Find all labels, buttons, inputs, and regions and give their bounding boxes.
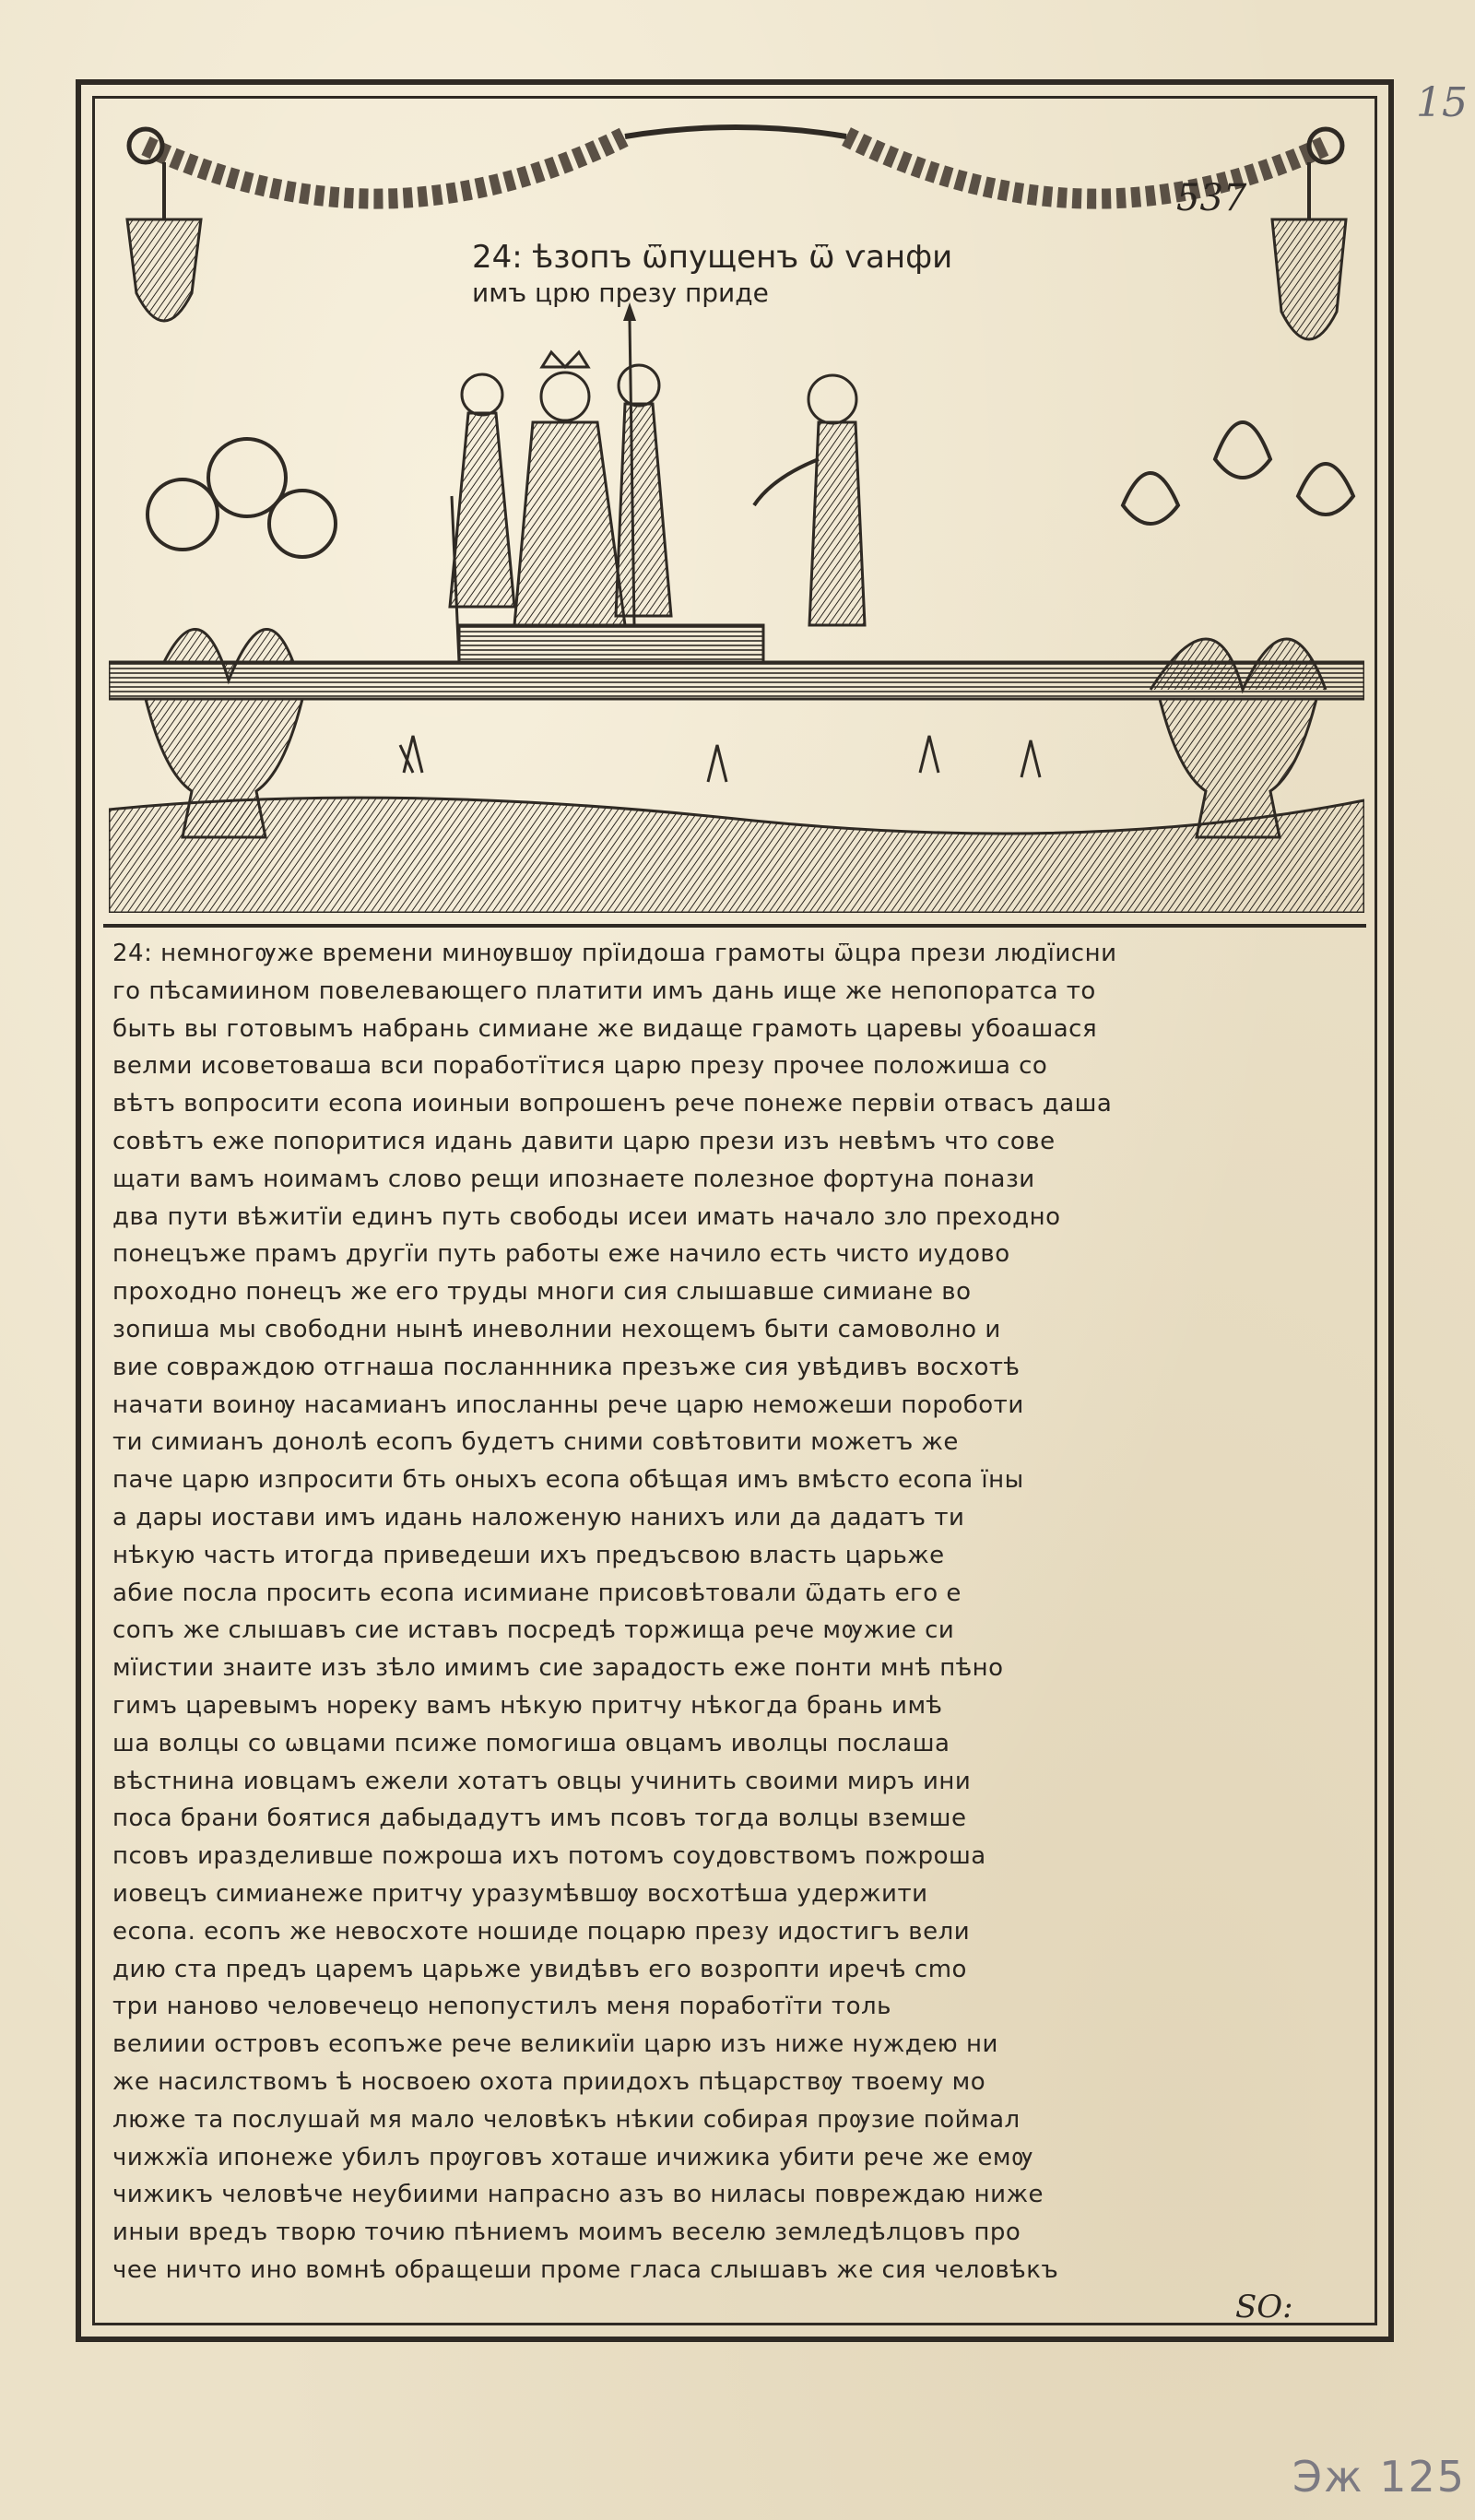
fable-text-panel [103, 924, 1366, 2318]
text-line: абие посла просить есопа исимиане присовѣтовали ѿдать его е [112, 1579, 962, 1607]
engraving-page-number: 537 [1176, 177, 1247, 219]
catalog-stamp: Эж 125 [1292, 2452, 1466, 2502]
text-line: поса брани боятися дабыдадутъ имъ псовъ тогда волцы вземше [112, 1804, 967, 1833]
text-line: велиии островъ есопъже рече великиїи царю изъ ниже нуждею ни [112, 2030, 998, 2059]
text-line: понецъже прамъ другїи путь работы еже начило есть чисто иудово [112, 1240, 1010, 1269]
engraving-title-line-1: 24: ѣзопъ ѿпущенъ ѿ ѵанфи [472, 239, 953, 276]
text-line: сопъ же слышавъ сие иставъ посредѣ торжища рече мѹжие си [112, 1616, 955, 1645]
text-line: вѣтъ вопросити есопа иоиныи вопрошенъ рече понеже первіи отвасъ даша [112, 1090, 1113, 1118]
left-tassel [127, 162, 201, 321]
text-line: быть вы готовымъ набрань симиане же видаще грамоть царевы убоашася [112, 1014, 1098, 1043]
right-flower-vase [1123, 422, 1353, 837]
text-line: ти симианъ донолѣ есопъ будетъ сними совѣтовити можетъ же [112, 1428, 959, 1457]
text-line: чее ничто ино вомнѣ обращеши проме гласа слышавъ же сия человѣкъ [112, 2256, 1059, 2284]
text-line: мїистии знаите изъ зѣло имимъ сие зарадость еже понти мнѣ пѣно [112, 1654, 1004, 1683]
text-line: зопиша мы свободни нынѣ иневолнии нехощемъ быти самоволно и [112, 1316, 1001, 1343]
text-line: ша волцы со ѡвцами псиже помогиша овцамъ иволцы послаша [112, 1729, 950, 1757]
text-line: псовъ иразделивше пожроша ихъ потомъ соудовствомъ пожроша [112, 1842, 986, 1871]
engraving-title-line-2: имъ црю презу приде [472, 278, 769, 308]
text-line: чижжїа ипонеже убилъ прѹговъ хоташе ичижика убити рече же емѹ [112, 2143, 1033, 2171]
text-line: вѣстнина иовцамъ ежели хотатъ овцы учинить своими миръ ини [112, 1767, 972, 1795]
text-line: иовецъ симианеже притчу уразумѣвшѹ восхотѣша удержити [112, 1880, 928, 1908]
text-line: начати воинѹ насамианъ ипосланны рече царю неможеши пороботи [112, 1390, 1024, 1419]
grass-tufts [400, 736, 1040, 782]
text-line: чижикъ человѣче неубиими напрасно азъ во ниласы повреждаю ниже [112, 2181, 1044, 2209]
text-line: щати вамъ ноимамъ слово рещи ипознаете полезное фортуна понази [112, 1165, 1035, 1193]
text-line: а дары иостави имъ идань наложеную нанихъ или да дадатъ ти [112, 1504, 965, 1532]
engraving-title [472, 238, 988, 310]
engraving-svg [109, 109, 1364, 913]
garland [129, 127, 1342, 199]
text-line: велми исоветоваша вси поработїтися царю презу прочее положиша со [112, 1052, 1048, 1081]
text-line: дию ста предъ царемъ царьже увидѣвъ его возропти иречѣ сmo [112, 1955, 967, 1983]
margin-note: 15 [1416, 79, 1468, 126]
text-line: люже та послушай мя мало человѣкъ нѣкии собирая прѹзие поймал [112, 2105, 1021, 2134]
text-line: три нановo человечецо непопустилъ меня поработїти толь [112, 1993, 891, 2021]
text-line: иныи вредъ творю точию пѣниемъ моимъ веселю земледѣлцовъ про [112, 2218, 1021, 2247]
text-line: же насилствомъ ѣ носвоею охота приидохъ пѣцарствѹ твоему мо [112, 2068, 986, 2096]
text-line: проходно понецъ же его труды многи сия слышавше симиане во [112, 1278, 972, 1307]
signature-mark: SO: [1235, 2289, 1293, 2325]
text-line: два пути вѣжитїи единъ путь свободы исеи имать начало зло преходно [112, 1202, 1061, 1231]
ground-foreground [109, 798, 1364, 913]
text-line: нѣкую часть итогда приведеши ихъ предъсвою власть царьже [112, 1541, 945, 1569]
left-flower-vase [146, 439, 336, 837]
text-line: го пѣсамиином повелевающего платити имъ дань ище же непопоратса то [112, 976, 1096, 1005]
text-line: вие совраждою отгнаша посланнника презъже сия увѣдивъ восхотѣ [112, 1353, 1021, 1381]
text-line: 24: немногѹже времени минѹвшѹ прїидоша грамоты ѿцра прези людїисни [112, 940, 1117, 967]
text-line: паче царю изпросити бть оныхъ есопа обѣщая имъ вмѣсто есопа їны [112, 1466, 1024, 1495]
text-line: есопа. есопъ же невосхоте ношиде поцарю презу идостигъ вели [112, 1917, 971, 1946]
text-line: гимъ царевымъ нореку вамъ нѣкую притчу нѣкогда брань имѣ [112, 1692, 943, 1720]
fable-text-lines [112, 937, 1357, 2311]
text-line: совѣтъ еже попоритися идань давити царю прези изъ невѣмъ что сове [112, 1128, 1056, 1155]
throne-scene [450, 302, 865, 662]
right-tassel [1272, 162, 1346, 339]
engraving-illustration [109, 109, 1364, 913]
